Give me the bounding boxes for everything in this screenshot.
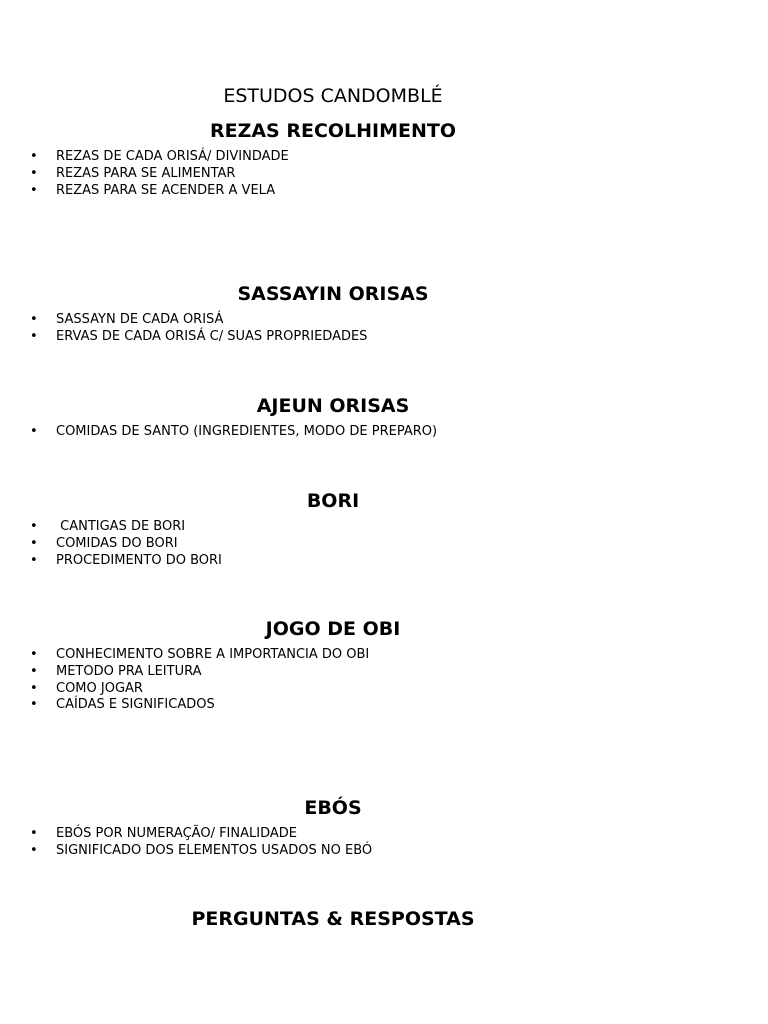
section-rezas-recolhimento <box>0 119 768 199</box>
bullet-icon: • <box>30 312 38 327</box>
list-item: • COMIDAS DE SANTO (INGREDIENTES, MODO DE PREPARO) <box>30 424 438 439</box>
bullet-list <box>0 826 768 860</box>
bullet-icon: • <box>30 182 38 198</box>
section-heading: SASSAYIN ORISAS <box>237 283 429 305</box>
list-item: • COMIDAS DO BORI <box>30 535 178 551</box>
list-item: • EBÓS POR NUMERAÇÃO/ FINALIDADE <box>30 826 297 841</box>
section-heading: PERGUNTAS & RESPOSTAS <box>191 908 475 930</box>
list-item: • METODO PRA LEITURA <box>30 663 202 679</box>
section-ebos <box>0 796 768 860</box>
bullet-icon: • <box>30 647 38 662</box>
section-bori <box>0 489 768 569</box>
section-perguntas-respostas <box>0 907 768 931</box>
section-heading: BORI <box>306 490 360 512</box>
bullet-icon: • <box>30 680 38 696</box>
section-jogo-de-obi <box>0 617 768 714</box>
bullet-icon: • <box>30 535 38 551</box>
section-heading: JOGO DE OBI <box>265 618 401 640</box>
bullet-icon: • <box>30 552 38 568</box>
bullet-icon: • <box>30 826 38 841</box>
list-item: • ERVAS DE CADA ORISÁ C/ SUAS PROPRIEDADES <box>30 328 368 344</box>
list-item: • COMO JOGAR <box>30 680 143 696</box>
bullet-icon: • <box>30 519 38 534</box>
bullet-list <box>0 312 768 346</box>
list-item: • SASSAYN DE CADA ORISÁ <box>30 312 224 327</box>
section-ajeun-orisas <box>0 394 768 441</box>
list-item: • REZAS PARA SE ACENDER A VELA <box>30 182 276 198</box>
list-item: • PROCEDIMENTO DO BORI <box>30 552 222 568</box>
bullet-icon: • <box>30 328 38 344</box>
section-heading: EBÓS <box>304 797 362 819</box>
bullet-list <box>0 424 768 441</box>
bullet-icon: • <box>30 842 38 858</box>
bullet-list <box>0 647 768 714</box>
bullet-icon: • <box>30 424 38 439</box>
page-title: ESTUDOS CANDOMBLÉ <box>223 85 443 107</box>
section-sassayin-orisas <box>0 282 768 346</box>
bullet-list <box>0 149 768 199</box>
section-heading: REZAS RECOLHIMENTO <box>209 120 457 142</box>
list-item: • SIGNIFICADO DOS ELEMENTOS USADOS NO EBÓ <box>30 842 373 858</box>
bullet-icon: • <box>30 165 38 181</box>
list-item: • CANTIGAS DE BORI <box>30 519 186 534</box>
bullet-icon: • <box>30 149 38 164</box>
list-item: • REZAS DE CADA ORISÁ/ DIVINDADE <box>30 149 289 164</box>
list-item: • CAÍDAS E SIGNIFICADOS <box>30 697 215 713</box>
bullet-list <box>0 519 768 569</box>
bullet-icon: • <box>30 697 38 713</box>
bullet-icon: • <box>30 663 38 679</box>
list-item: • CONHECIMENTO SOBRE A IMPORTANCIA DO OBI <box>30 647 370 662</box>
section-heading: AJEUN ORISAS <box>256 395 410 417</box>
list-item: • REZAS PARA SE ALIMENTAR <box>30 165 236 181</box>
